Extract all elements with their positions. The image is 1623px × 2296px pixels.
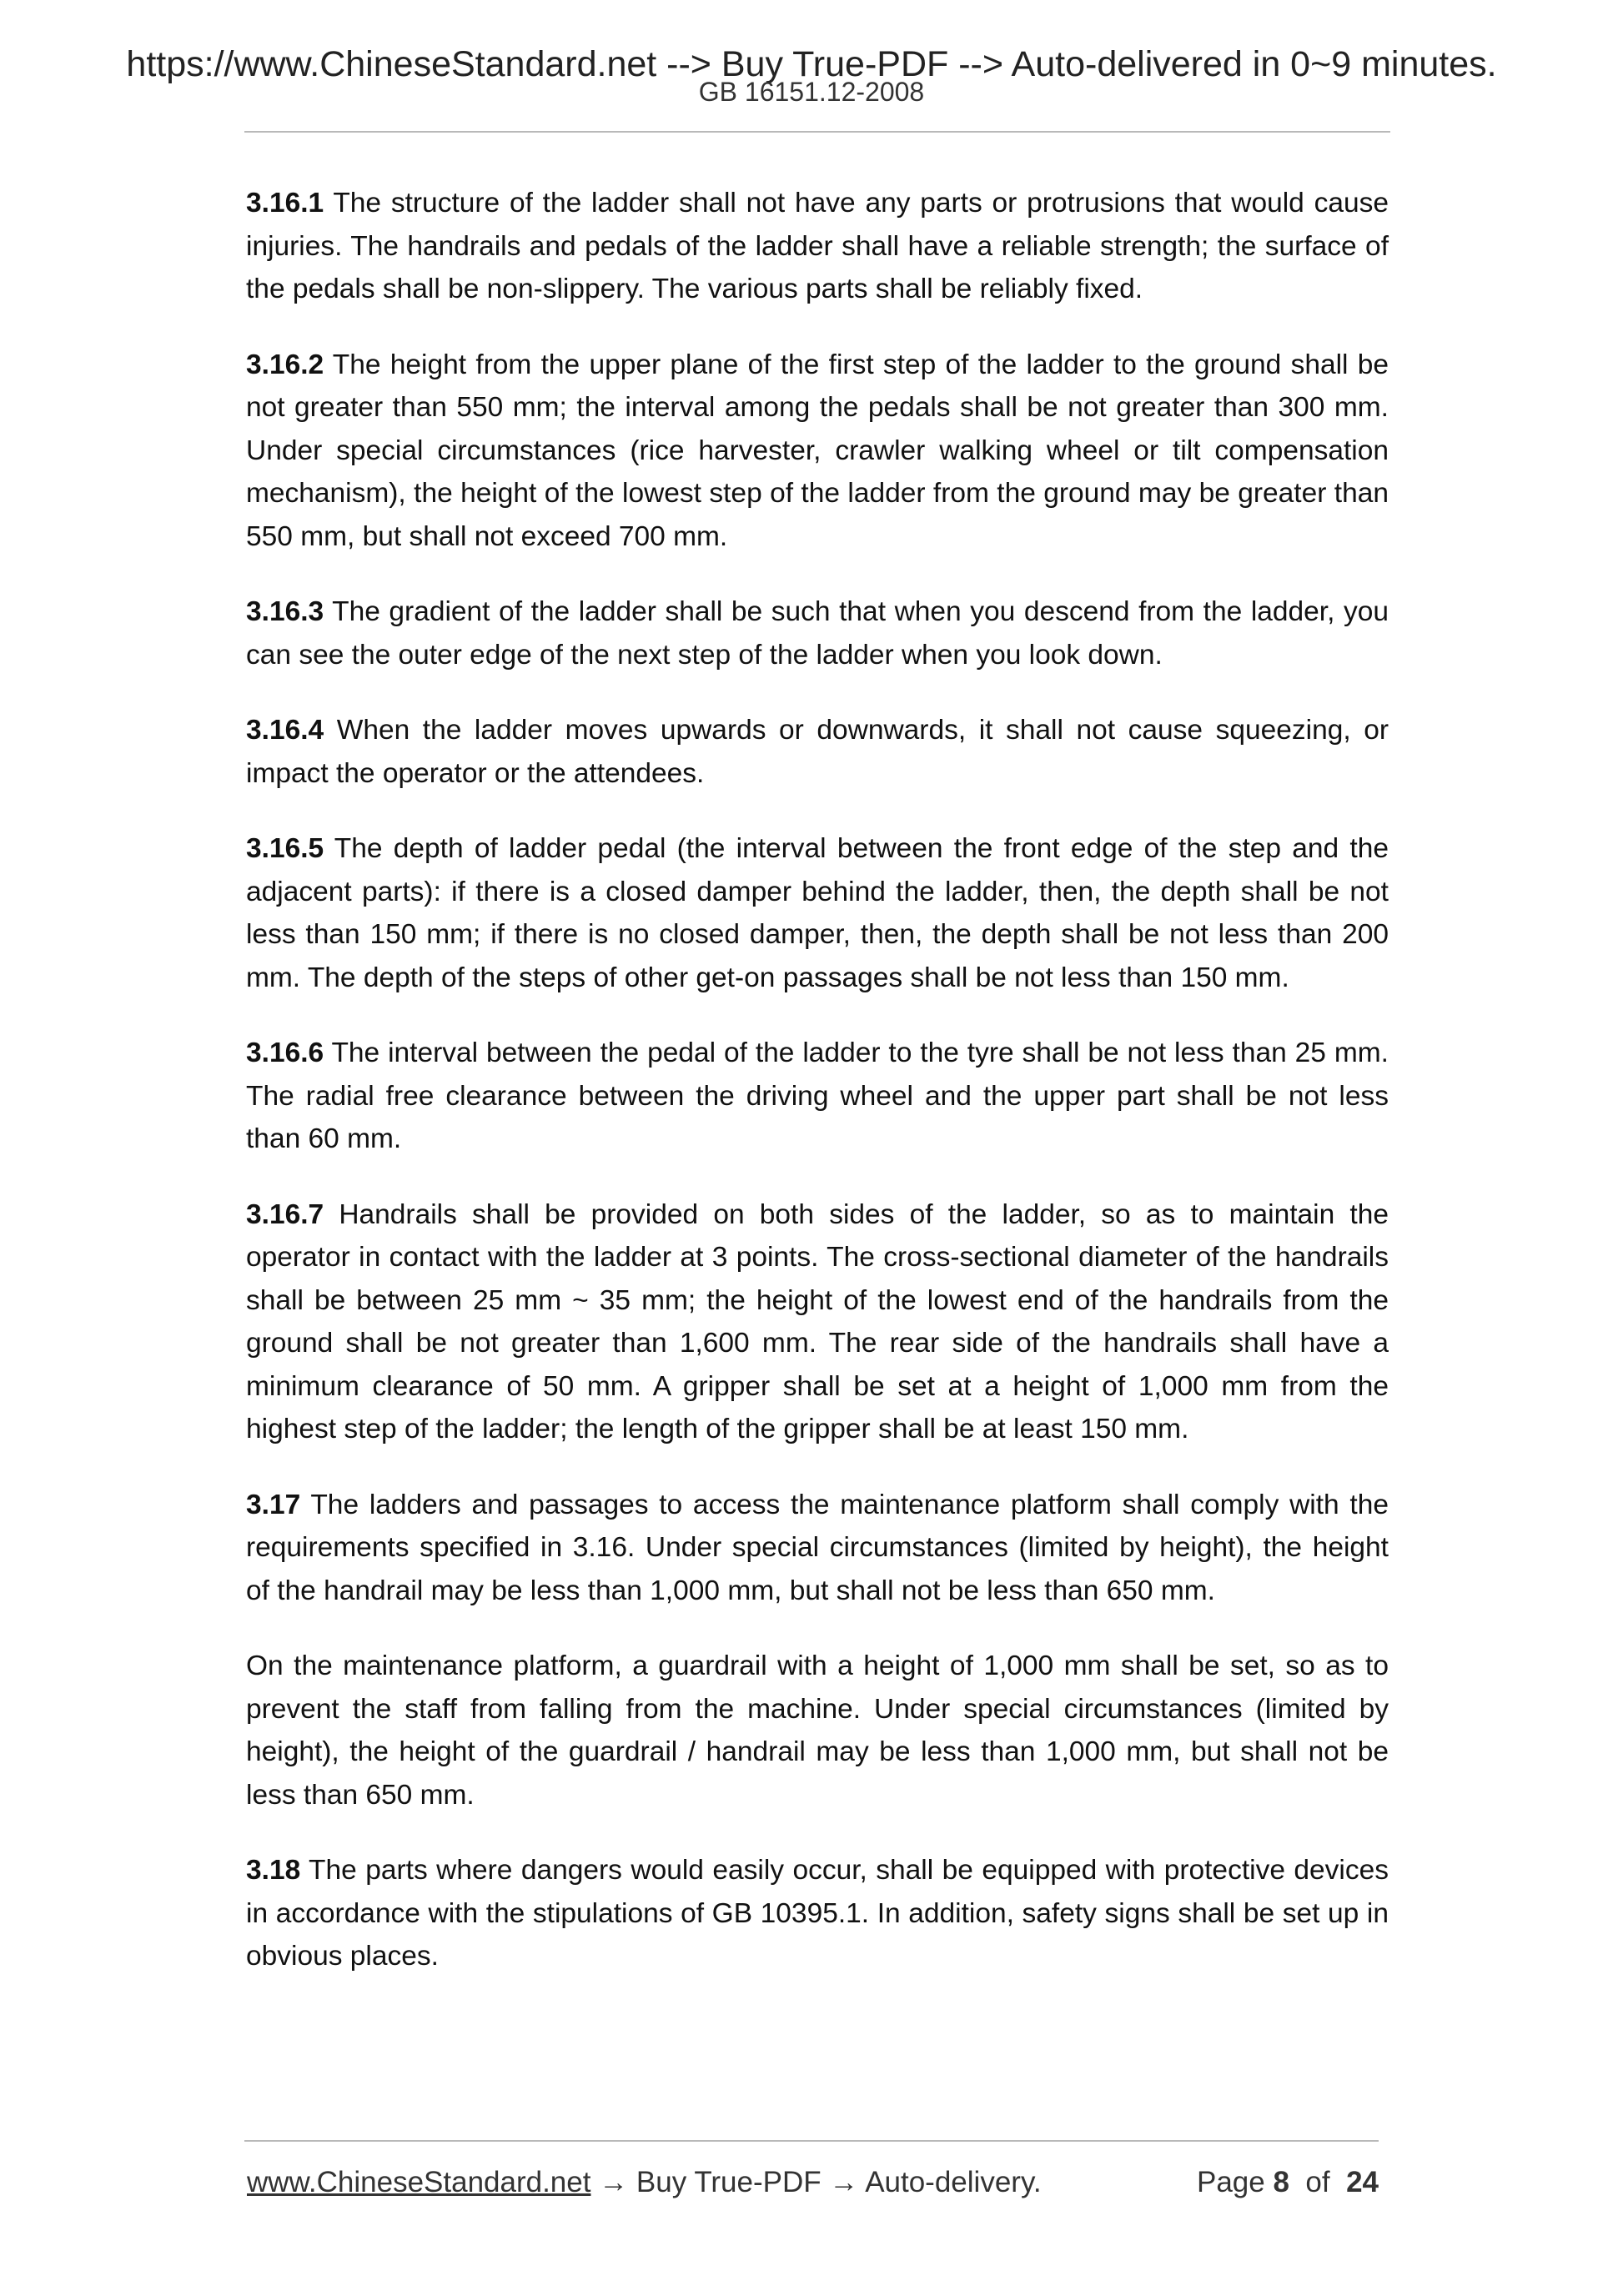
clause-text: The interval between the pedal of the ladder to the tyre shall be not less than 25 mm. The radial free clearance between the driving wheel and the upper part shall be not less than 60 mm. bbox=[246, 1037, 1389, 1154]
page-number: 8 bbox=[1273, 2166, 1289, 2198]
clause-number: 3.16.1 bbox=[246, 188, 324, 219]
clause-3-16-7 bbox=[246, 1193, 1389, 1451]
clause-number: 3.16.3 bbox=[246, 596, 324, 627]
clause-number: 3.17 bbox=[246, 1489, 301, 1520]
clause-number: 3.16.5 bbox=[246, 833, 324, 864]
of-label: of bbox=[1305, 2166, 1330, 2198]
clause-number: 3.16.2 bbox=[246, 349, 324, 380]
clause-3-17-continued bbox=[246, 1645, 1389, 1816]
clause-3-16-2 bbox=[246, 344, 1389, 559]
footer-links bbox=[247, 2165, 1042, 2200]
clause-number: 3.18 bbox=[246, 1855, 301, 1886]
clause-3-16-5 bbox=[246, 827, 1389, 999]
page-total: 24 bbox=[1346, 2166, 1379, 2198]
clause-text: The gradient of the ladder shall be such that when you descend from the ladder, you can see the outer edge of the next step of the ladder when you look down. bbox=[246, 596, 1389, 671]
arrow-icon: → bbox=[590, 2166, 636, 2198]
clause-3-16-3 bbox=[246, 590, 1389, 676]
clause-number: 3.16.4 bbox=[246, 715, 324, 746]
footer-divider bbox=[244, 2140, 1379, 2142]
clause-text: Handrails shall be provided on both sides of the ladder, so as to maintain the operator in contact with the ladder at 3 points. The cross-sectional diameter of the handrails shall be between 25 mm ~ 35 mm; the height of the lowest end of the handrails from the ground shall be not greater than 1,600 mm. The rear side of the handrails shall have a minimum clearance of 50 mm. A gripper shall be set at a height of 1,000 mm from the highest step of the ladder; the length of the gripper shall be at least 150 mm. bbox=[246, 1198, 1389, 1444]
clause-number: 3.16.7 bbox=[246, 1198, 324, 1230]
clause-number: 3.16.6 bbox=[246, 1037, 324, 1068]
clause-3-17 bbox=[246, 1484, 1389, 1613]
standard-code: GB 16151.12-2008 bbox=[698, 77, 925, 107]
page-label: Page bbox=[1197, 2166, 1265, 2198]
clause-text: The parts where dangers would easily occur, shall be equipped with protective devices in accordance with the stipulations of GB 10395.1. In addition, safety signs shall be set up in obvious places. bbox=[246, 1855, 1389, 1972]
site-link[interactable]: www.ChineseStandard.net bbox=[247, 2166, 591, 2198]
clause-text: The ladders and passages to access the maintenance platform shall comply with the requirements specified in 3.16. Under special circumstances (limited by height), the height of the handrail may be less than 1,000 mm, but shall not be less than 650 mm. bbox=[246, 1489, 1389, 1606]
buy-text: Buy True-PDF bbox=[636, 2166, 822, 2198]
page-indicator bbox=[1197, 2165, 1379, 2200]
document-body bbox=[246, 182, 1389, 2011]
clause-text: The height from the upper plane of the first step of the ladder to the ground shall be not greater than 550 mm; the interval among the pedals shall be not greater than 300 mm. Under special circumstances (rice harvester, crawler walking wheel or tilt compensation mechanism), the height of the lowest step of the ladder from the ground may be greater than 550 mm, but shall not exceed 700 mm. bbox=[246, 349, 1389, 552]
arrow-icon: → bbox=[821, 2166, 866, 2198]
delivery-text: Auto-delivery. bbox=[865, 2166, 1042, 2198]
clause-text: On the maintenance platform, a guardrail with a height of 1,000 mm shall be set, so as to prevent the staff from falling from the machine. Under special circumstances (limited by height), the height of the guardrail / handrail may be less than 1,000 mm, but shall not be less than 650 mm. bbox=[246, 1650, 1389, 1811]
header-divider bbox=[244, 131, 1390, 133]
clause-3-16-6 bbox=[246, 1032, 1389, 1161]
clause-3-18 bbox=[246, 1849, 1389, 1978]
clause-text: The structure of the ladder shall not have any parts or protrusions that would cause injuries. The handrails and pedals of the ladder shall have a reliable strength; the surface of the pedals shall be non-slippery. The various parts shall be reliably fixed. bbox=[246, 188, 1389, 304]
top-banner[interactable]: https://www.ChineseStandard.net --> Buy True-PDF --> Auto-delivered in 0~9 minutes. bbox=[126, 44, 1497, 84]
clause-3-16-1 bbox=[246, 182, 1389, 311]
clause-text: The depth of ladder pedal (the interval between the front edge of the step and the adjacent parts): if there is a closed damper behind the ladder, then, the depth shall be not less than 150 mm; if there is no closed damper, then, the depth shall be not less than 200 mm. The depth of the steps of other get-on passages shall be not less than 150 mm. bbox=[246, 833, 1389, 993]
clause-3-16-4 bbox=[246, 709, 1389, 795]
clause-text: When the ladder moves upwards or downwards, it shall not cause squeezing, or impact the operator or the attendees. bbox=[246, 715, 1389, 789]
